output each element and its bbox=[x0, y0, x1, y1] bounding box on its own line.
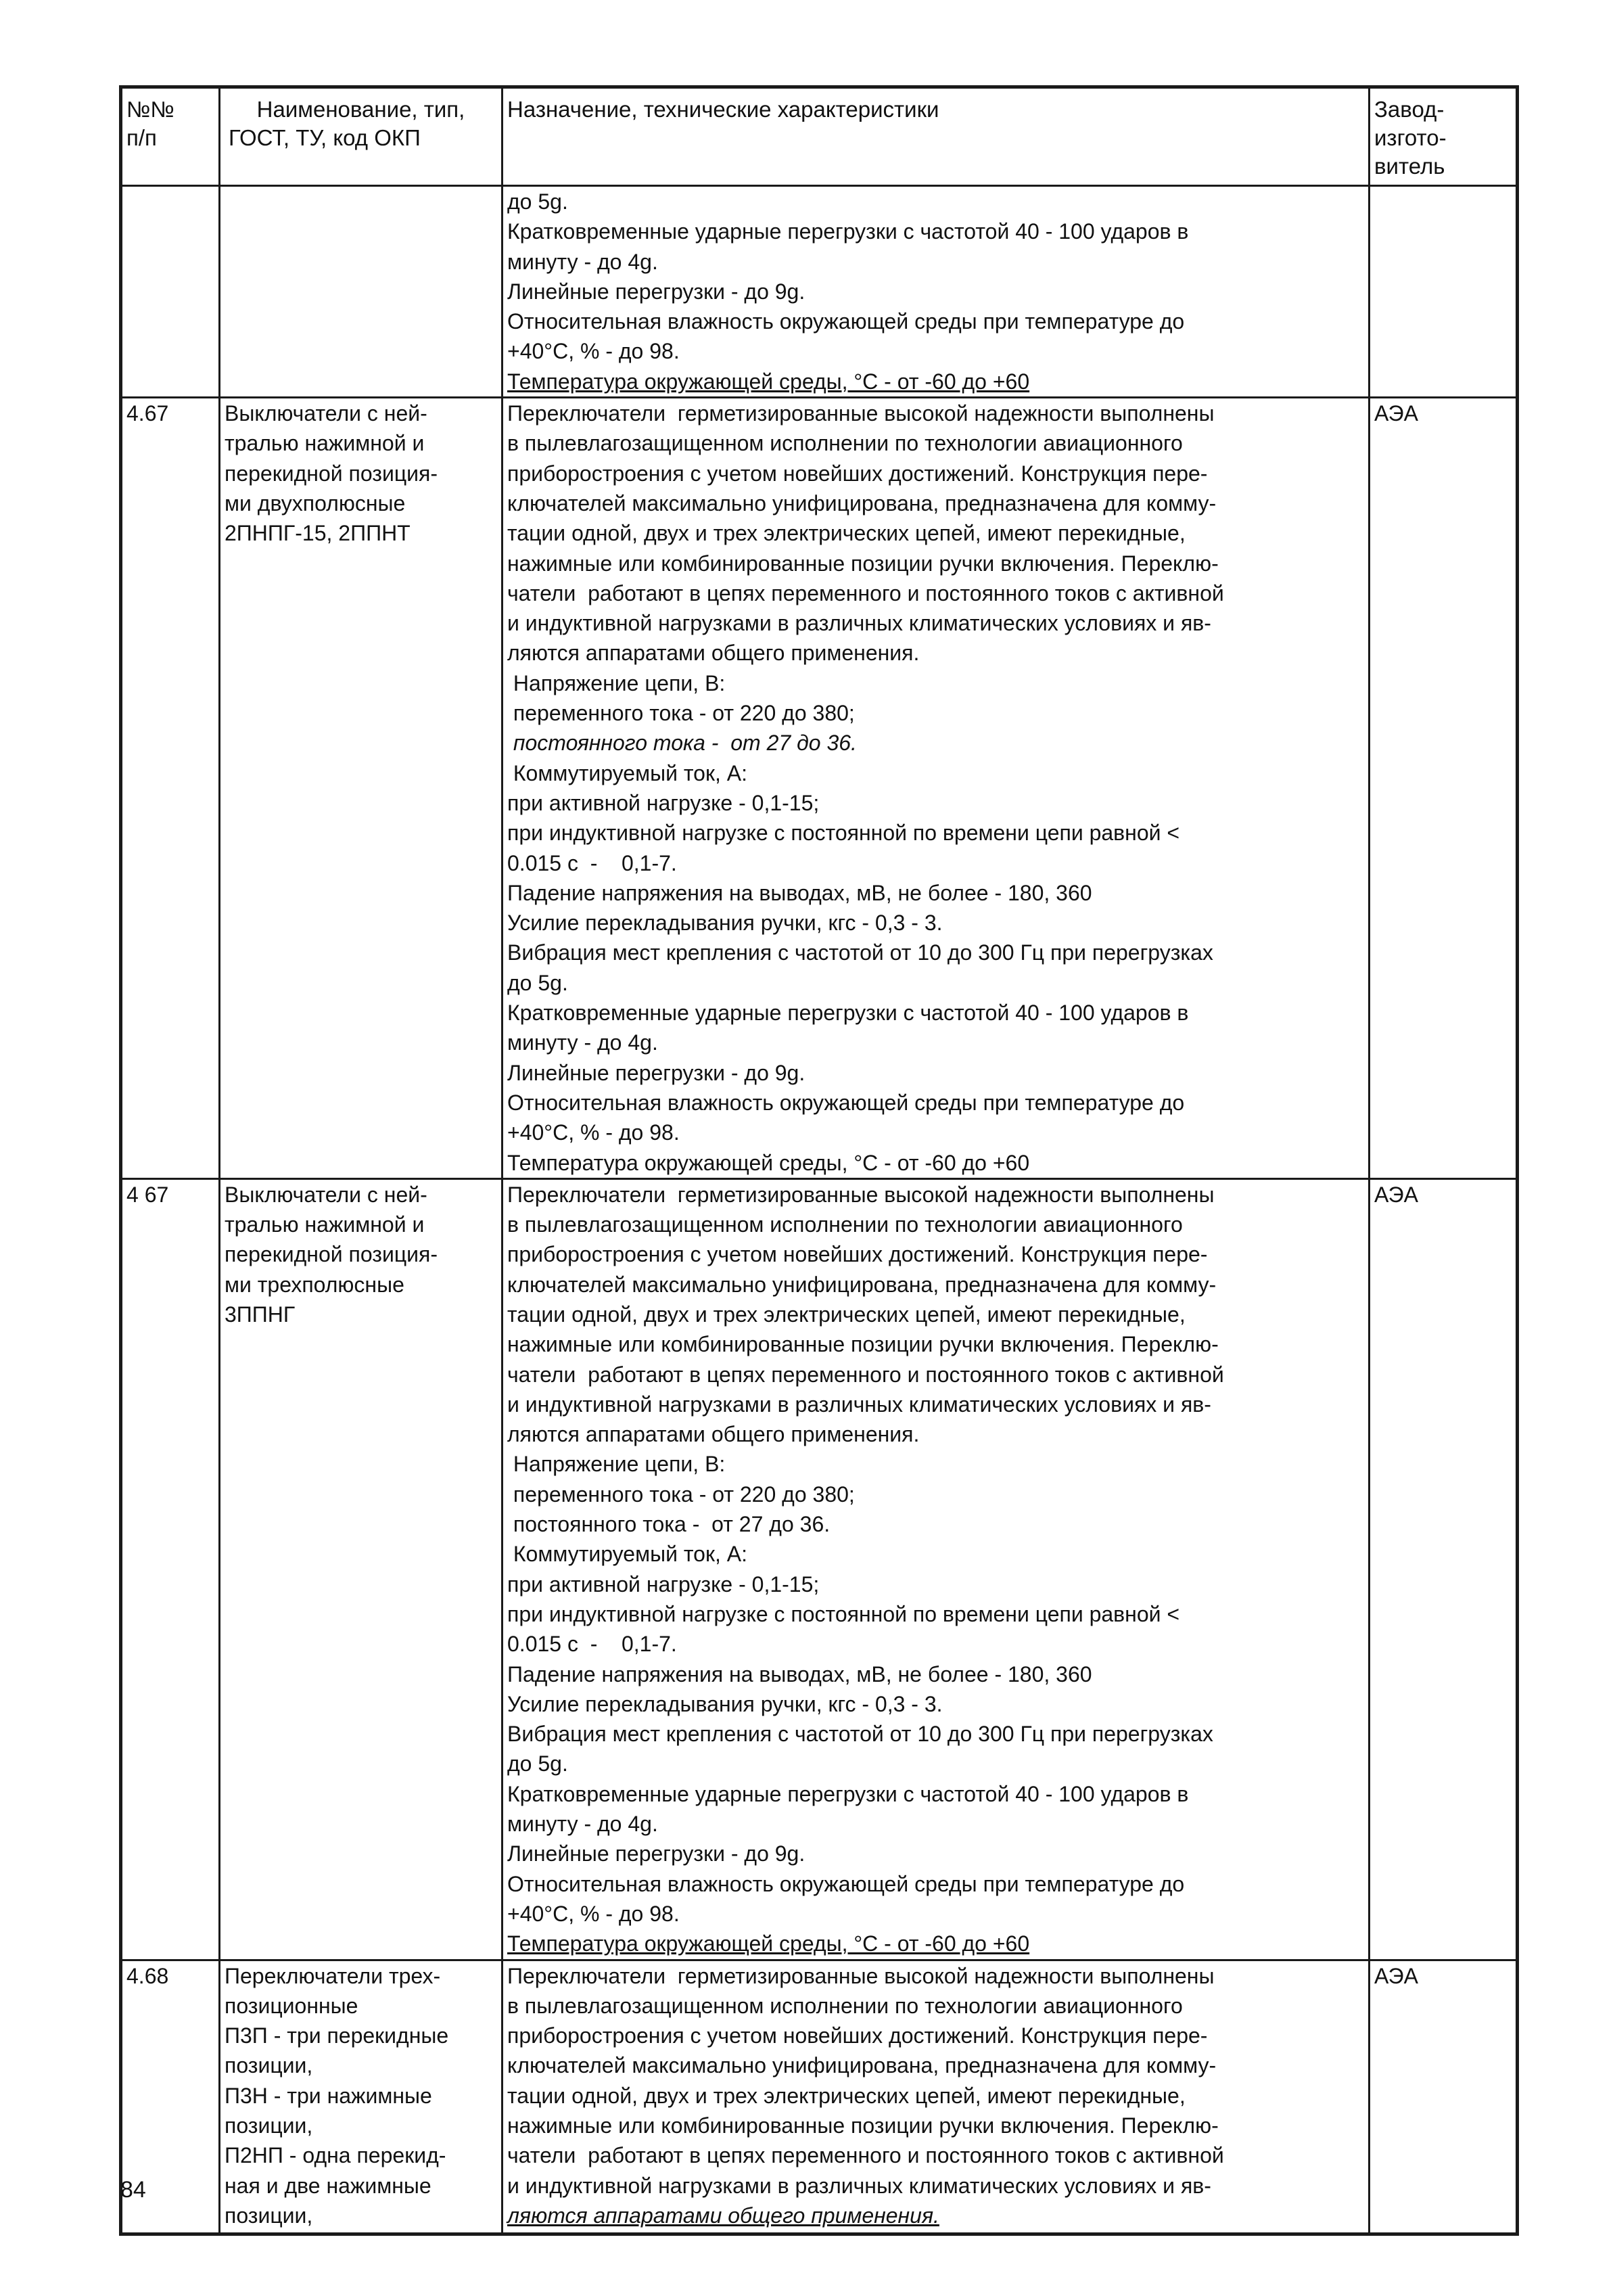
desc-line: минуту - до 4g. bbox=[507, 1030, 658, 1055]
desc-line: приборостроения с учетом новейших достижений. Конструкция пере- bbox=[507, 2023, 1208, 2048]
desc-line: ляются аппаратами общего применения. bbox=[507, 2203, 939, 2228]
desc-line: чатели работают в цепях переменного и постоянного токов с активной bbox=[507, 2143, 1224, 2168]
table-row bbox=[121, 1960, 1518, 2234]
desc-line: постоянного тока - от 27 до 36. bbox=[507, 731, 857, 756]
page-number: 84 bbox=[120, 2177, 146, 2203]
desc-line: Кратковременные ударные перегрузки с частотой 40 - 100 ударов в bbox=[507, 1001, 1189, 1026]
row-mfr: АЭА bbox=[1370, 1960, 1518, 2234]
name-line: позиции, bbox=[225, 2203, 313, 2228]
desc-line: приборостроения с учетом новейших достижений. Конструкция пере- bbox=[507, 461, 1208, 486]
name-line: позиции, bbox=[225, 2113, 313, 2138]
desc-line: Переключатели герметизированные высокой надежности выполнены bbox=[507, 401, 1215, 426]
name-line: ми двухполюсные bbox=[225, 490, 406, 515]
desc-line: приборостроения с учетом новейших достижений. Конструкция пере- bbox=[507, 1242, 1208, 1267]
desc-line: ключателей максимально унифицирована, предназначена для комму- bbox=[507, 1272, 1217, 1297]
desc-line: в пылевлагозащищенном исполнении по технологии авиационного bbox=[507, 1993, 1183, 2018]
desc-line: Усилие перекладывания ручки, кгс - 0,3 - 3. bbox=[507, 911, 943, 936]
desc-line: до 5g. bbox=[507, 189, 568, 214]
name-line: П2НП - одна перекид- bbox=[225, 2143, 446, 2168]
desc-line: +40°С, % - до 98. bbox=[507, 1901, 680, 1926]
desc-line: Относительная влажность окружающей среды при температуре до bbox=[507, 1871, 1185, 1896]
desc-line: Падение напряжения на выводах, мВ, не более - 180, 360 bbox=[507, 1661, 1092, 1686]
desc-line: нажимные или комбинированные позиции ручки включения. Переклю- bbox=[507, 1332, 1219, 1357]
desc-line: Падение напряжения на выводах, мВ, не более - 180, 360 bbox=[507, 880, 1092, 905]
desc-line: минуту - до 4g. bbox=[507, 249, 658, 274]
desc-line: Относительная влажность окружающей среды при температуре до bbox=[507, 1090, 1185, 1115]
name-line: Выключатели с ней- bbox=[225, 401, 427, 426]
row-mfr: АЭА bbox=[1370, 1178, 1518, 1960]
header-num-line: п/п bbox=[126, 125, 157, 150]
desc-line: тации одной, двух и трех электрических цепей, имеют перекидные, bbox=[507, 2083, 1186, 2108]
row-num: 4.68 bbox=[121, 1960, 220, 2234]
header-desc bbox=[502, 87, 1370, 186]
desc-line: тации одной, двух и трех электрических цепей, имеют перекидные, bbox=[507, 521, 1186, 546]
desc-line: Напряжение цепи, В: bbox=[507, 1452, 726, 1477]
row-desc bbox=[502, 1178, 1370, 1960]
desc-line: Температура окружающей среды, °С - от -60 до +60 bbox=[507, 369, 1030, 394]
desc-line: при индуктивной нагрузке с постоянной по времени цепи равной < bbox=[507, 1601, 1180, 1626]
desc-line: Коммутируемый ток, А: bbox=[507, 760, 747, 785]
row-mfr bbox=[1370, 186, 1518, 398]
row-num: 4 67 bbox=[121, 1178, 220, 1960]
name-line: Выключатели с ней- bbox=[225, 1182, 427, 1207]
row-desc bbox=[502, 186, 1370, 398]
name-line: 3ППНГ bbox=[225, 1302, 296, 1327]
row-num: 4.67 bbox=[121, 398, 220, 1179]
desc-line: Кратковременные ударные перегрузки с частотой 40 - 100 ударов в bbox=[507, 219, 1189, 244]
desc-line: и индуктивной нагрузками в различных климатических условиях и яв- bbox=[507, 1392, 1211, 1417]
desc-line: постоянного тока - от 27 до 36. bbox=[507, 1512, 831, 1537]
name-line: тралью нажимной и bbox=[225, 431, 425, 456]
desc-line: переменного тока - от 220 до 380; bbox=[507, 701, 855, 726]
desc-line: Переключатели герметизированные высокой надежности выполнены bbox=[507, 1182, 1215, 1207]
desc-line: при индуктивной нагрузке с постоянной по времени цепи равной < bbox=[507, 821, 1180, 846]
desc-line: ключателей максимально унифицирована, предназначена для комму- bbox=[507, 2053, 1217, 2078]
table-row bbox=[121, 398, 1518, 1179]
desc-line: ляются аппаратами общего применения. bbox=[507, 641, 920, 666]
header-mfr-line: изгото- bbox=[1374, 125, 1447, 150]
name-line: ная и две нажимные bbox=[225, 2173, 431, 2198]
name-line: ми трехполюсные bbox=[225, 1272, 404, 1297]
desc-line: 0.015 с - 0,1-7. bbox=[507, 850, 677, 875]
desc-line: Линейные перегрузки - до 9g. bbox=[507, 1841, 805, 1866]
table-row bbox=[121, 1178, 1518, 1960]
row-name bbox=[220, 1178, 502, 1960]
desc-line: нажимные или комбинированные позиции ручки включения. Переклю- bbox=[507, 2113, 1219, 2138]
desc-line: при активной нагрузке - 0,1-15; bbox=[507, 1571, 820, 1597]
header-name-line: ГОСТ, ТУ, код ОКП bbox=[229, 125, 421, 150]
desc-line: тации одной, двух и трех электрических цепей, имеют перекидные, bbox=[507, 1302, 1186, 1327]
desc-line: ляются аппаратами общего применения. bbox=[507, 1422, 920, 1447]
desc-line: Линейные перегрузки - до 9g. bbox=[507, 279, 805, 304]
desc-line: Напряжение цепи, В: bbox=[507, 670, 726, 695]
desc-line: переменного тока - от 220 до 380; bbox=[507, 1482, 855, 1507]
desc-line: и индуктивной нагрузками в различных климатических условиях и яв- bbox=[507, 2173, 1211, 2198]
row-desc bbox=[502, 398, 1370, 1179]
desc-line: минуту - до 4g. bbox=[507, 1812, 658, 1837]
desc-line: чатели работают в цепях переменного и постоянного токов с активной bbox=[507, 1362, 1224, 1387]
desc-line: Вибрация мест крепления с частотой от 10 до 300 Гц при перегрузках bbox=[507, 940, 1213, 965]
header-manufacturer bbox=[1370, 87, 1518, 186]
name-line: тралью нажимной и bbox=[225, 1212, 425, 1237]
desc-line: Температура окружающей среды, °С - от -60 до +60 bbox=[507, 1150, 1030, 1175]
name-line: 2ПНПГ-15, 2ППНТ bbox=[225, 521, 411, 546]
row-num bbox=[121, 186, 220, 398]
desc-line: +40°С, % - до 98. bbox=[507, 1120, 680, 1145]
header-desc-line: Назначение, технические характеристики bbox=[507, 97, 939, 122]
desc-line: +40°С, % - до 98. bbox=[507, 339, 680, 364]
desc-line: чатели работают в цепях переменного и постоянного токов с активной bbox=[507, 580, 1224, 605]
desc-line: и индуктивной нагрузками в различных климатических условиях и яв- bbox=[507, 611, 1211, 636]
row-name bbox=[220, 186, 502, 398]
row-name bbox=[220, 1960, 502, 2234]
name-line: перекидной позиция- bbox=[225, 1242, 438, 1267]
desc-line: до 5g. bbox=[507, 1751, 568, 1776]
header-mfr-line: витель bbox=[1374, 154, 1445, 179]
desc-line: Температура окружающей среды, °С - от -60 до +60 bbox=[507, 1931, 1030, 1956]
name-line: позиции, bbox=[225, 2053, 313, 2078]
desc-line: Кратковременные ударные перегрузки с частотой 40 - 100 ударов в bbox=[507, 1781, 1189, 1806]
header-mfr-line: Завод- bbox=[1374, 97, 1445, 122]
desc-line: в пылевлагозащищенном исполнении по технологии авиационного bbox=[507, 1212, 1183, 1237]
desc-line: Усилие перекладывания ручки, кгс - 0,3 - 3. bbox=[507, 1691, 943, 1716]
name-line: позиционные bbox=[225, 1993, 358, 2018]
header-num-line: №№ bbox=[126, 97, 174, 122]
table-row bbox=[121, 186, 1518, 398]
desc-line: нажимные или комбинированные позиции ручки включения. Переклю- bbox=[507, 551, 1219, 576]
desc-line: ключателей максимально унифицирована, предназначена для комму- bbox=[507, 490, 1217, 515]
desc-line: до 5g. bbox=[507, 970, 568, 995]
desc-line: Линейные перегрузки - до 9g. bbox=[507, 1060, 805, 1085]
name-line: Переключатели трех- bbox=[225, 1963, 441, 1988]
name-line: П3Н - три нажимные bbox=[225, 2083, 432, 2108]
desc-line: Переключатели герметизированные высокой надежности выполнены bbox=[507, 1963, 1215, 1988]
desc-line: при активной нагрузке - 0,1-15; bbox=[507, 790, 820, 815]
name-line: перекидной позиция- bbox=[225, 461, 438, 486]
header-name bbox=[220, 87, 502, 186]
row-name bbox=[220, 398, 502, 1179]
desc-line: Вибрация мест крепления с частотой от 10 до 300 Гц при перегрузках bbox=[507, 1722, 1213, 1747]
header-row bbox=[121, 87, 1518, 186]
header-name-line: Наименование, тип, bbox=[256, 97, 465, 122]
desc-line: в пылевлагозащищенном исполнении по технологии авиационного bbox=[507, 431, 1183, 456]
desc-line: Относительная влажность окружающей среды при температуре до bbox=[507, 309, 1185, 334]
desc-line: 0.015 с - 0,1-7. bbox=[507, 1632, 677, 1657]
desc-line: Коммутируемый ток, А: bbox=[507, 1542, 747, 1567]
row-desc bbox=[502, 1960, 1370, 2234]
header-num bbox=[121, 87, 220, 186]
spec-table bbox=[119, 85, 1519, 2236]
name-line: П3П - три перекидные bbox=[225, 2023, 449, 2048]
row-mfr: АЭА bbox=[1370, 398, 1518, 1179]
